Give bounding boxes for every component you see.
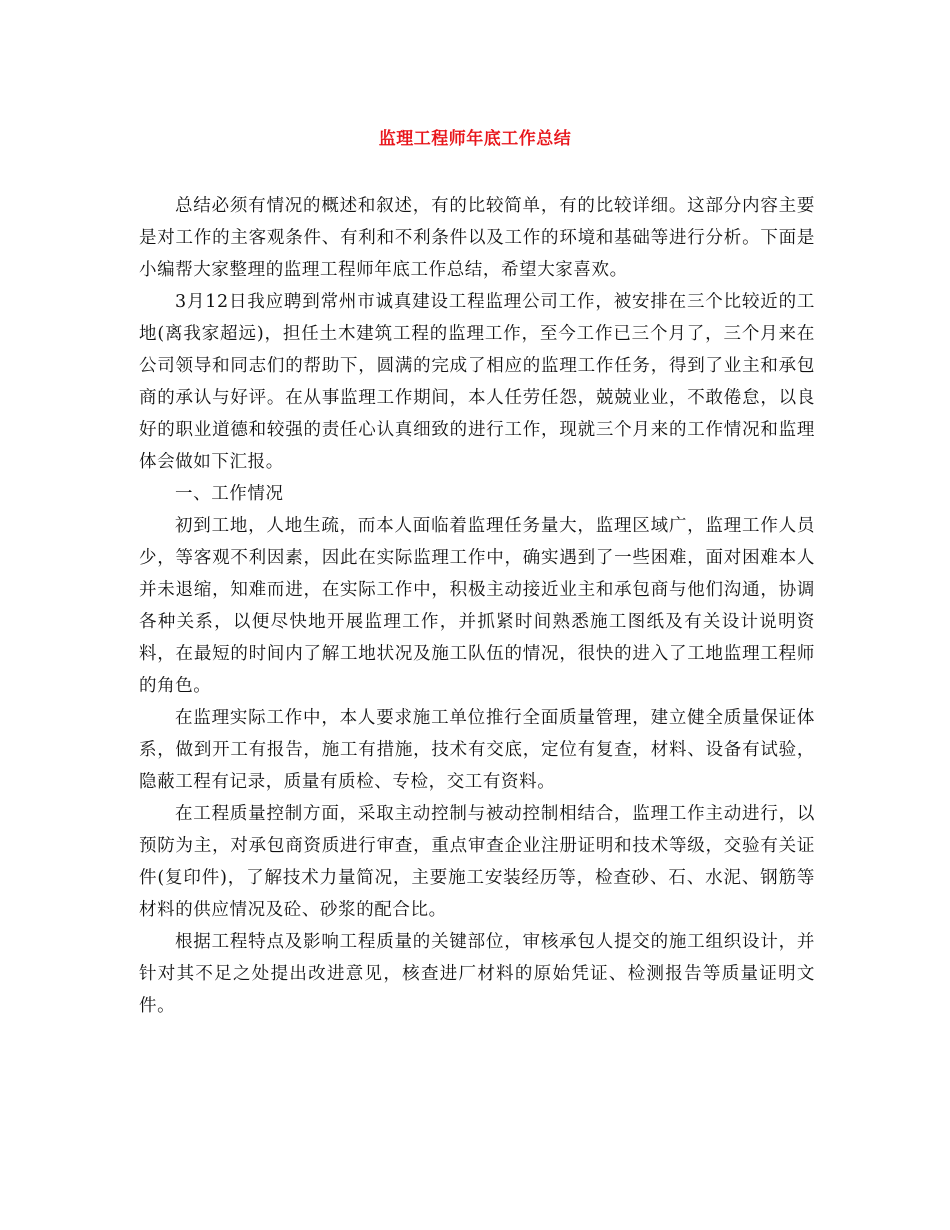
section-heading-work-situation: 一、工作情况 xyxy=(175,484,284,504)
paragraph-background: 3月12日我应聘到常州市诚真建设工程监理公司工作，被安排在三个比较近的工地(离我家超远)，担任土木建筑工程的监理工作，至今工作已三个月了，三个月来在公司领导和同志们的帮助下，圆满的完成了相应的监理工作任务，得到了业主和承包商的承认与好评。在从事监理工作期间，本人任劳任怨，兢兢业业，不敢倦怠，以良好的职业道德和较强的责任心认真细致的进行工作，现就三个月来的工作情况和监理体会做如下汇报。 xyxy=(139,292,815,472)
document-title: 监理工程师年底工作总结 xyxy=(378,129,572,149)
paragraph-intro: 总结必须有情况的概述和叙述，有的比较简单，有的比较详细。这部分内容主要是对工作的主客观条件、有利和不利条件以及工作的环境和基础等进行分析。下面是小编帮大家整理的监理工程师年底工作总结，希望大家喜欢。 xyxy=(139,196,815,280)
paragraph-quality-management: 在监理实际工作中，本人要求施工单位推行全面质量管理，建立健全质量保证体系，做到开工有报告，施工有措施，技术有交底，定位有复查，材料、设备有试验，隐蔽工程有记录，质量有质检、专检，交工有资料。 xyxy=(139,708,815,792)
paragraph-arrival: 初到工地，人地生疏，而本人面临着监理任务量大，监理区域广，监理工作人员少，等客观不利因素，因此在实际监理工作中，确实遇到了一些困难，面对困难本人并未退缩，知难而进，在实际工作中，积极主动接近业主和承包商与他们沟通，协调各种关系，以便尽快地开展监理工作，并抓紧时间熟悉施工图纸及有关设计说明资料，在最短的时间内了解工地状况及施工队伍的情况，很快的进入了工地监理工程师的角色。 xyxy=(139,516,815,696)
paragraph-construction-design-review: 根据工程特点及影响工程质量的关键部位，审核承包人提交的施工组织设计，并针对其不足之处提出改进意见，核查进厂材料的原始凭证、检测报告等质量证明文件。 xyxy=(139,932,815,1016)
paragraph-quality-control: 在工程质量控制方面，采取主动控制与被动控制相结合，监理工作主动进行，以预防为主，对承包商资质进行审查，重点审查企业注册证明和技术等级，交验有关证件(复印件)，了解技术力量简况，主要施工安装经历等，检查砂、石、水泥、钢筋等材料的供应情况及砼、砂浆的配合比。 xyxy=(139,804,815,920)
document-body xyxy=(139,190,815,1022)
